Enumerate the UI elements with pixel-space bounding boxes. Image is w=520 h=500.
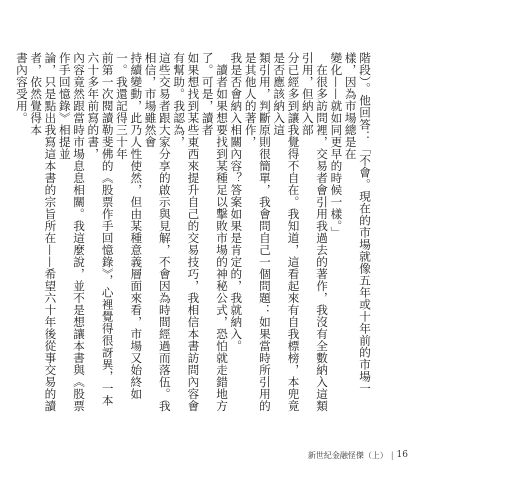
text-line: 變化——就如同更早的時候一樣。」 <box>329 52 344 239</box>
footer-separator: | <box>390 450 394 460</box>
text-line: 前第一次閱讀勒斐佛的《股票作手回憶錄》，心裡覺得很訝異，一本六十多年前寫的書， <box>86 52 115 407</box>
text-line: 讀者如果想要找到某種足以擊敗市場的神秘公式，恐怕就走錯地方了。可是，讀者 <box>200 52 230 412</box>
page-number: 16 <box>396 450 408 460</box>
text-line: 我是否會納入相關內容？答案如果是肯定的，我就納入。 <box>229 52 244 352</box>
text-line: 如果想找到某些東西來提升自己的交易技巧，我相信本書訪問內容會有幫助。我認為， <box>172 52 201 412</box>
text-line: 類引用，判斷原則很簡單，我會問自己一個問題：如果當時所引用的是其他人的著作， <box>243 52 272 412</box>
body-text <box>14 52 372 412</box>
text-line: 內容竟然跟當時市場息息相關。我這麼說，並不是想讓本書與《股票作手回憶錄》相提並 <box>57 52 87 412</box>
text-line: 階段）。他回答：「不會。現在的市場就像五年或十年前的市場一樣，因為市場總是在 <box>343 52 372 395</box>
text-line: 書內容受用。 <box>14 52 29 124</box>
text-line: 論，只是點出我寫這本書的宗旨所在——希望六十年後從事交易的讀者，依然覺得本 <box>29 52 58 412</box>
text-line: 在很多訪問裡，交易者會引用我過去的著作，我沒有全數納入這類引用，但納入部 <box>300 52 330 412</box>
text-line: 這些交易者跟大家分享的啟示與見解，不會因為時間經過而落伍。我相信，市場雖然會 <box>143 52 172 412</box>
text-line: 持續變動，此乃人性使然，但由某種意義層面來看，市場又始終如一。我還記得三十年 <box>114 52 144 400</box>
text-line: 分已經多到讓我覺得不自在。我知道，這看起來有自我標榜，本兜竟是否應該納入這 <box>272 52 301 412</box>
page-footer <box>288 447 408 463</box>
running-title: 新世紀金融怪傑（上） <box>307 450 388 460</box>
